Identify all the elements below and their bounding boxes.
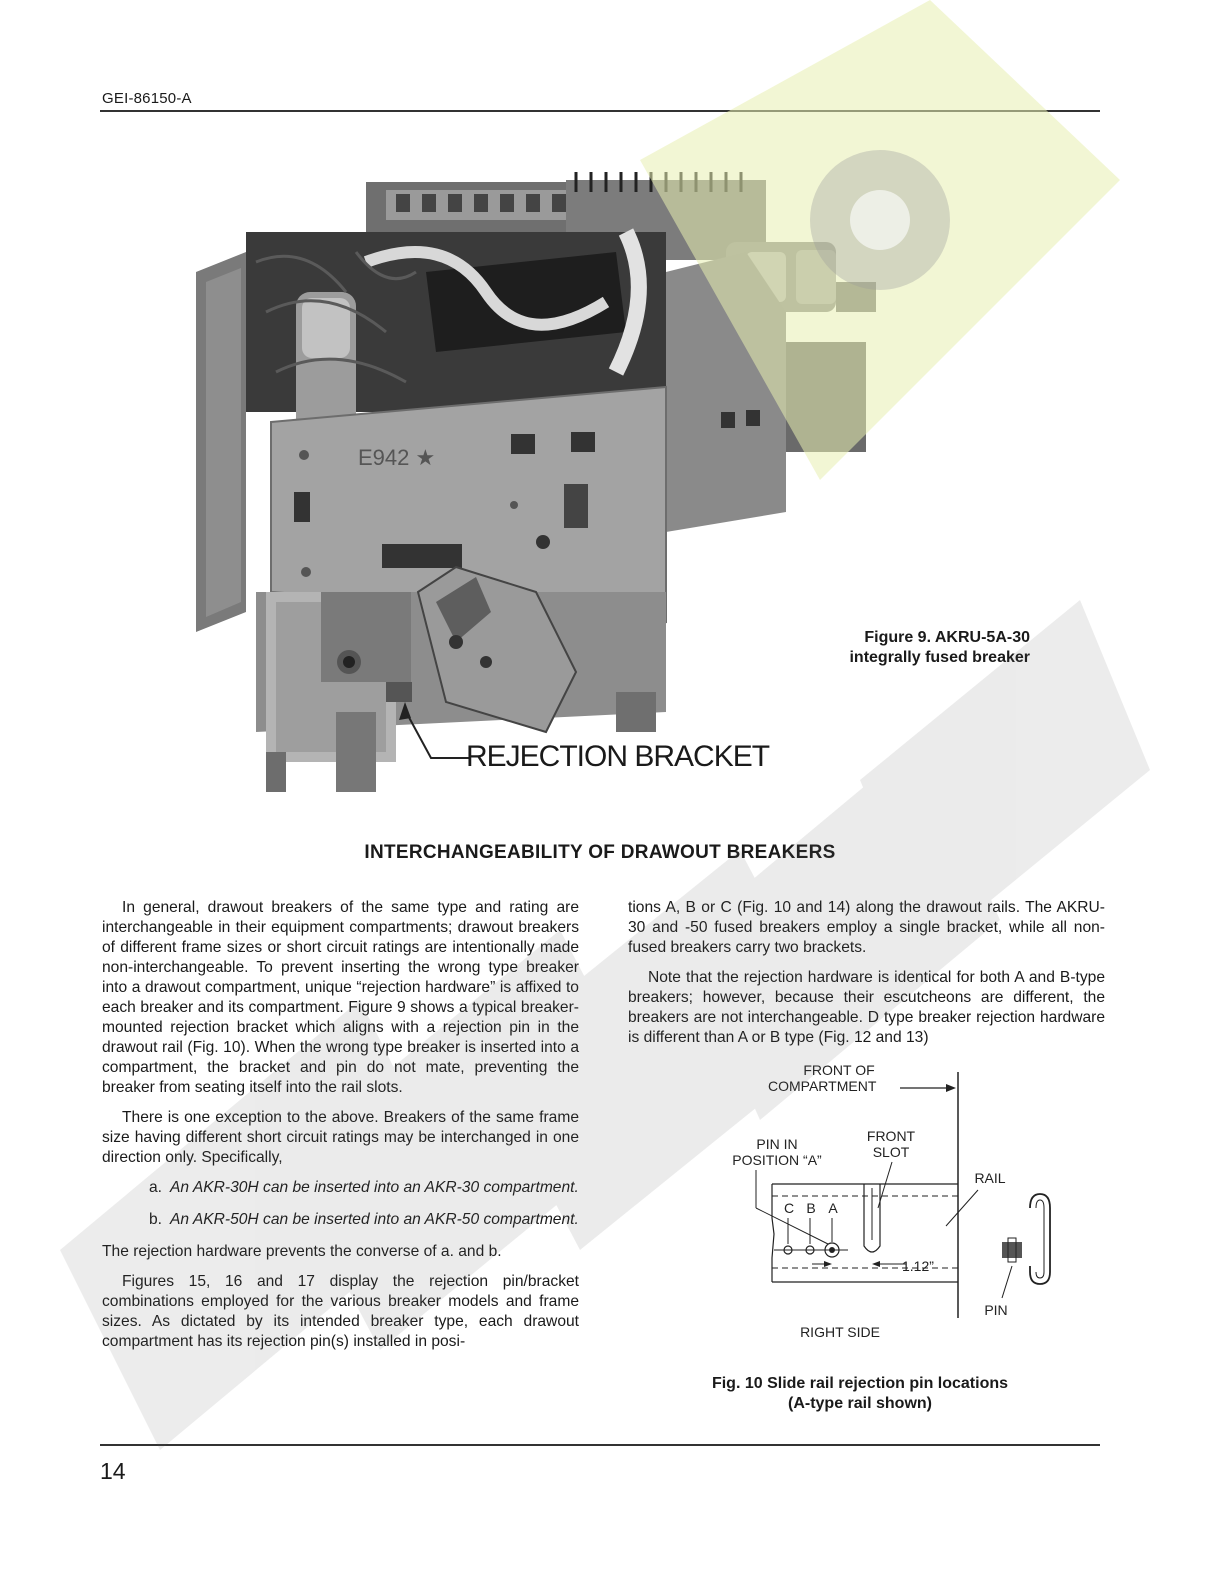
dimension-label: 1.12” [902, 1258, 934, 1274]
front-of-compartment-label [764, 1062, 914, 1094]
list-item-b [102, 1210, 579, 1230]
pin-in-position-label [722, 1136, 832, 1168]
callout-arrow [395, 700, 475, 772]
list-marker-a: a. [148, 1179, 162, 1196]
position-b-label: B [806, 1200, 816, 1216]
list-item-a [102, 1178, 579, 1198]
footer-rule [100, 1444, 1100, 1446]
page-number: 14 [100, 1458, 126, 1484]
pin-in-line1: PIN IN [756, 1136, 798, 1152]
header-rule [100, 110, 1100, 112]
left-paragraph-1: In general, drawout breakers of the same type and rating are interchangeable in their equipment compartments; drawout breakers of different frame sizes or short circuit ratings are intentionally made non-interchangeable. To prevent inserting the wrong type breaker into a drawout compartment, unique “rejection hardware” is affixed to each breaker and its compartment. Figure 9 shows a typical breaker-mounted rejection bracket which aligns with a rejection pin in the drawout rail (Fig. 10). When the wrong type breaker is inserted into a compartment, the bracket and pin do not mate, preventing the breaker from seating itself into the rail slots. [102, 899, 579, 1096]
rail-diagram [700, 1058, 1100, 1358]
figure-10-caption-line2: (A-type rail shown) [787, 1395, 932, 1412]
front-of-compartment-line1: FRONT OF [803, 1062, 875, 1078]
right-column [628, 898, 1105, 1058]
rejection-bracket-callout: REJECTION BRACKET [466, 740, 770, 773]
front-slot-line1: FRONT [866, 1128, 916, 1144]
left-paragraph-4: Figures 15, 16 and 17 display the rejection pin/bracket combinations employed for the various breaker models and frame sizes. As dictated by its intended breaker type, each drawout compartment has its rejection pin(s) installed in posi- [102, 1273, 579, 1350]
breaker-photo [186, 172, 876, 792]
figure-9-caption-line1: Figure 9. AKRU-5A-30 [864, 629, 1030, 646]
document-id: GEI-86150-A [102, 90, 192, 107]
front-of-compartment-line2: COMPARTMENT [768, 1078, 877, 1094]
pin-label: PIN [984, 1302, 1008, 1318]
list-text-a: An AKR-30H can be inserted into an AKR-30 compartment. [170, 1179, 579, 1196]
figure-9-caption-line2: integrally fused breaker [849, 649, 1030, 666]
left-paragraph-3: The rejection hardware prevents the converse of a. and b. [102, 1243, 502, 1260]
figure-10-caption-line1: Fig. 10 Slide rail rejection pin locations [711, 1375, 1009, 1392]
front-slot-label [856, 1128, 926, 1160]
front-slot-line2: SLOT [872, 1144, 910, 1160]
list-text-b: An AKR-50H can be inserted into an AKR-50 compartment. [170, 1211, 579, 1228]
figure-9-caption [800, 628, 1030, 668]
position-c-label: C [783, 1200, 795, 1216]
right-paragraph-2: Note that the rejection hardware is identical for both A and B-type breakers; however, because their escutcheons are different, the breakers are not interchangeable. D type breaker rejection hardware is different than A or B type (Fig. 12 and 13) [628, 969, 1105, 1046]
right-paragraph-1: tions A, B or C (Fig. 10 and 14) along the drawout rails. The AKRU-30 and -50 fused breakers employ a single bracket, while all non-fused breakers carry two brackets. [628, 899, 1105, 956]
pin-in-line2: POSITION “A” [732, 1152, 822, 1168]
rail-drawing [700, 1058, 1100, 1358]
right-side-label: RIGHT SIDE [800, 1324, 880, 1340]
section-heading: INTERCHANGEABILITY OF DRAWOUT BREAKERS [364, 842, 836, 863]
figure-10-caption [660, 1374, 1060, 1414]
left-paragraph-2: There is one exception to the above. Breakers of the same frame size having different short circuit ratings may be interchanged in one direction only. Specifically, [102, 1109, 579, 1166]
rail-label: RAIL [974, 1170, 1006, 1186]
left-column [102, 898, 579, 1362]
list-marker-b: b. [148, 1211, 162, 1228]
panel-stamp: E942 ★ [358, 445, 436, 470]
position-a-label: A [828, 1200, 838, 1216]
